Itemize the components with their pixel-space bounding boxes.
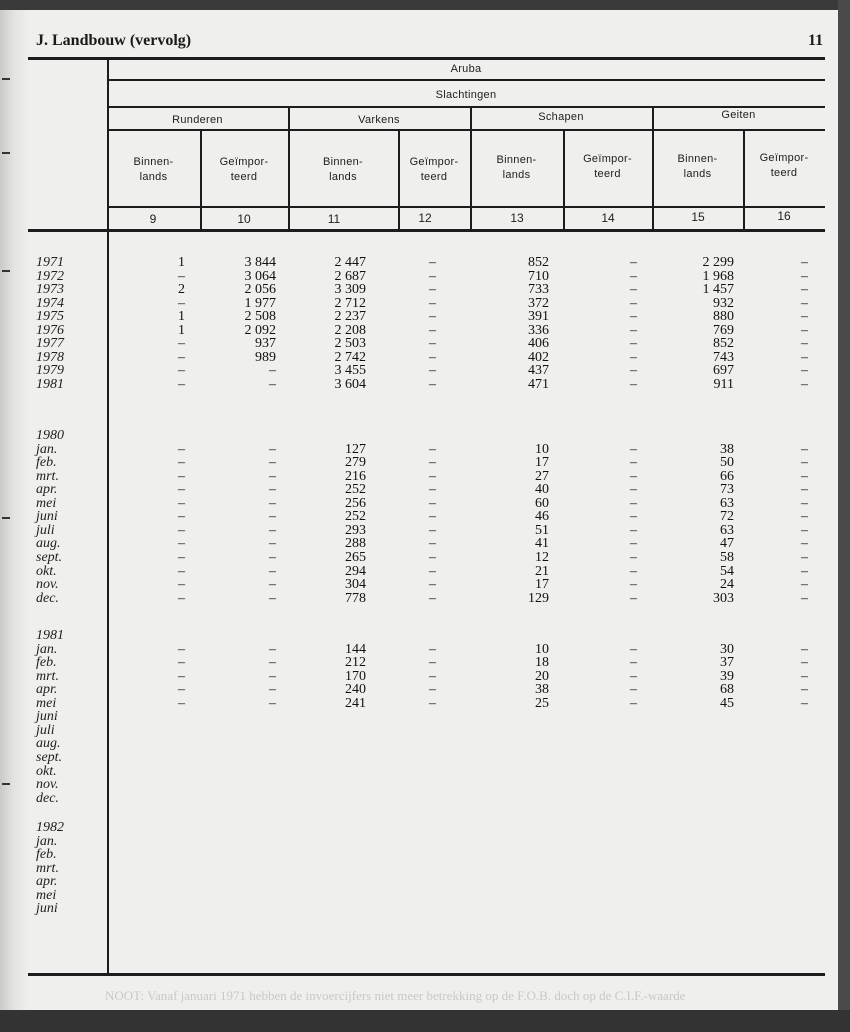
table-cell: –: [429, 255, 436, 270]
table-cell: –: [630, 468, 637, 484]
row-label: feb.: [36, 455, 57, 471]
table-cell: –: [630, 322, 637, 338]
table-cell: 40: [535, 482, 549, 498]
table-cell: –: [429, 495, 436, 511]
table-cell: –: [178, 349, 185, 365]
row-label: mrt.: [36, 468, 59, 484]
table-cell: –: [269, 455, 276, 471]
subcol-header: Geïmpor- teerd: [409, 156, 459, 183]
column-number: 10: [237, 212, 251, 226]
table-cell: –: [801, 376, 808, 392]
subcol-header: Geïmpor- teerd: [219, 156, 269, 183]
row-label: 1971: [36, 255, 64, 270]
table-cell: 45: [720, 695, 734, 711]
table-cell: –: [630, 695, 637, 711]
table-cell: –: [801, 322, 808, 338]
table-cell: –: [269, 509, 276, 525]
table-cell: –: [801, 309, 808, 325]
table-cell: –: [801, 295, 808, 311]
row-label: apr.: [36, 482, 58, 498]
table-cell: –: [630, 549, 637, 565]
table-cell: –: [429, 268, 436, 284]
table-cell: –: [429, 668, 436, 684]
table-cell: –: [630, 641, 637, 657]
table-cell: –: [630, 563, 637, 579]
binding-mark: [2, 517, 10, 519]
table-cell: 38: [535, 682, 549, 698]
table-cell: –: [630, 309, 637, 325]
table-cell: –: [429, 695, 436, 711]
table-cell: 1: [178, 255, 185, 270]
table-cell: –: [630, 282, 637, 298]
row-label: 1981: [36, 628, 64, 643]
table-cell: 39: [720, 668, 734, 684]
table-cell: 852: [528, 255, 549, 270]
table-cell: 279: [345, 455, 366, 471]
subcol-header: Geïmpor- teerd: [759, 152, 809, 179]
table-cell: 989: [255, 349, 276, 365]
row-label: 1978: [36, 349, 64, 365]
table-cell: 697: [713, 363, 734, 379]
row-label: juli: [36, 722, 55, 738]
table-cell: 471: [528, 376, 549, 392]
table-cell: 20: [535, 668, 549, 684]
table-cell: 303: [713, 590, 734, 606]
table-cell: 932: [713, 295, 734, 311]
table-cell: –: [269, 363, 276, 379]
table-cell: 17: [535, 455, 549, 471]
table-cell: –: [178, 336, 185, 352]
subcol-header: Geïmpor- teerd: [583, 153, 632, 180]
table-cell: –: [269, 441, 276, 457]
table-cell: –: [429, 363, 436, 379]
table-cell: –: [269, 549, 276, 565]
table-cell: –: [269, 495, 276, 511]
table-cell: 252: [345, 482, 366, 498]
row-label: 1976: [36, 322, 64, 338]
table-cell: –: [801, 549, 808, 565]
subcol-header: Binnen- lands: [677, 153, 718, 180]
row-label: 1980: [36, 428, 64, 443]
table-cell: 304: [345, 577, 366, 593]
table-cell: 2 687: [334, 268, 366, 284]
table-cell: –: [269, 563, 276, 579]
table-cell: –: [801, 522, 808, 538]
table-cell: 710: [528, 268, 549, 284]
table-cell: 241: [345, 695, 366, 711]
table-cell: 406: [528, 336, 549, 352]
table-cell: –: [801, 336, 808, 352]
table-cell: –: [269, 641, 276, 657]
table-cell: –: [630, 668, 637, 684]
table-cell: 170: [345, 668, 366, 684]
row-label: 1974: [36, 295, 64, 311]
table-cell: –: [801, 363, 808, 379]
table-cell: 30: [720, 641, 734, 657]
table-cell: –: [630, 349, 637, 365]
table-cell: 21: [535, 563, 549, 579]
column-number: 16: [777, 209, 791, 223]
scan-right-edge: [838, 0, 850, 1032]
binding-mark: [2, 152, 10, 154]
table-cell: 2 712: [334, 295, 366, 311]
column-number: 14: [601, 211, 615, 225]
table-cell: –: [269, 536, 276, 552]
table-cell: –: [429, 482, 436, 498]
table-cell: –: [178, 590, 185, 606]
table-cell: –: [801, 590, 808, 606]
table-cell: 47: [720, 536, 734, 552]
table-cell: –: [269, 590, 276, 606]
table-cell: 2 503: [334, 336, 366, 352]
table-cell: 3 604: [334, 376, 366, 392]
table-cell: 391: [528, 309, 549, 325]
table-cell: 216: [345, 468, 366, 484]
table-cell: 3 309: [334, 282, 366, 298]
table-cell: –: [429, 682, 436, 698]
row-label: juni: [36, 709, 58, 725]
table-cell: –: [429, 455, 436, 471]
row-label: juni: [36, 509, 58, 525]
table-cell: 12: [535, 549, 549, 565]
table-cell: –: [630, 522, 637, 538]
table-cell: –: [429, 349, 436, 365]
table-cell: –: [801, 655, 808, 671]
table-cell: –: [429, 563, 436, 579]
table-cell: –: [269, 695, 276, 711]
table-cell: –: [630, 295, 637, 311]
table-cell: 129: [528, 590, 549, 606]
table-cell: –: [429, 509, 436, 525]
table-cell: –: [429, 536, 436, 552]
table-cell: 25: [535, 695, 549, 711]
table-cell: 937: [255, 336, 276, 352]
table-cell: –: [630, 455, 637, 471]
row-label: juni: [36, 901, 58, 917]
table-cell: 240: [345, 682, 366, 698]
group-runderen: Runderen: [172, 114, 223, 126]
binding-mark: [2, 270, 10, 272]
row-label: okt.: [36, 563, 57, 579]
table-cell: –: [630, 363, 637, 379]
table-cell: 402: [528, 349, 549, 365]
table-cell: –: [429, 655, 436, 671]
table-cell: 3 844: [244, 255, 276, 270]
table-cell: 733: [528, 282, 549, 298]
row-label: 1973: [36, 282, 64, 298]
table-cell: 72: [720, 509, 734, 525]
column-number: 13: [510, 211, 524, 225]
table-cell: 252: [345, 509, 366, 525]
table-cell: –: [429, 590, 436, 606]
table-cell: –: [429, 522, 436, 538]
row-label: 1975: [36, 309, 64, 325]
table-cell: 10: [535, 641, 549, 657]
table-cell: –: [178, 363, 185, 379]
table-cell: –: [429, 282, 436, 298]
header-region: Aruba: [450, 63, 482, 75]
table-cell: –: [429, 322, 436, 338]
table-cell: 2 447: [334, 255, 366, 270]
row-label: aug.: [36, 736, 61, 752]
table-cell: 1 977: [244, 295, 276, 311]
row-label: 1979: [36, 363, 64, 379]
table-cell: 743: [713, 349, 734, 365]
table-cell: –: [269, 682, 276, 698]
table-cell: 2: [178, 282, 185, 298]
column-number: 11: [327, 212, 341, 226]
table-cell: –: [178, 468, 185, 484]
table-cell: 41: [535, 536, 549, 552]
row-label: 1977: [36, 336, 64, 352]
table-cell: 46: [535, 509, 549, 525]
table-cell: 778: [345, 590, 366, 606]
row-label: mei: [36, 695, 57, 711]
table-cell: 66: [720, 468, 734, 484]
table-cell: –: [801, 282, 808, 298]
table-cell: –: [801, 536, 808, 552]
table-cell: –: [178, 668, 185, 684]
table-cell: –: [801, 349, 808, 365]
rule: [107, 206, 825, 208]
table-cell: –: [178, 455, 185, 471]
table-cell: –: [801, 509, 808, 525]
table-cell: 10: [535, 441, 549, 457]
table-bottom-rule: [28, 973, 825, 976]
table-cell: –: [429, 376, 436, 392]
table-cell: 437: [528, 363, 549, 379]
column-number: 12: [418, 211, 432, 225]
table-cell: –: [801, 641, 808, 657]
table-cell: 265: [345, 549, 366, 565]
table-cell: –: [630, 495, 637, 511]
table-cell: –: [630, 655, 637, 671]
table-cell: –: [269, 482, 276, 498]
table-cell: –: [269, 668, 276, 684]
table-cell: 63: [720, 522, 734, 538]
table-cell: 3 455: [334, 363, 366, 379]
table-cell: –: [178, 655, 185, 671]
table-cell: 293: [345, 522, 366, 538]
row-label: apr.: [36, 682, 58, 698]
table-cell: 68: [720, 682, 734, 698]
table-cell: 336: [528, 322, 549, 338]
row-label: sept.: [36, 749, 63, 765]
row-label: nov.: [36, 577, 59, 593]
table-cell: 51: [535, 522, 549, 538]
row-label: mei: [36, 887, 57, 903]
table-cell: –: [178, 641, 185, 657]
table-cell: 880: [713, 309, 734, 325]
table-cell: 2 056: [244, 282, 276, 298]
table-cell: 1: [178, 309, 185, 325]
row-label: 1982: [36, 820, 64, 835]
table-cell: –: [429, 441, 436, 457]
row-label: dec.: [36, 590, 59, 606]
row-label: jan.: [36, 441, 58, 457]
binding-mark: [2, 783, 10, 785]
table-cell: 2 742: [334, 349, 366, 365]
table-cell: –: [178, 495, 185, 511]
table-cell: –: [178, 268, 185, 284]
table-cell: –: [178, 682, 185, 698]
table-cell: 212: [345, 655, 366, 671]
table-cell: –: [630, 336, 637, 352]
table-cell: 37: [720, 655, 734, 671]
table-cell: –: [178, 509, 185, 525]
table-cell: 58: [720, 549, 734, 565]
row-label: jan.: [36, 833, 58, 849]
page-title: J. Landbouw (vervolg): [36, 32, 192, 49]
table-cell: –: [429, 577, 436, 593]
table-cell: –: [178, 441, 185, 457]
table-cell: –: [429, 468, 436, 484]
table-cell: 3 064: [244, 268, 276, 284]
table-cell: –: [801, 563, 808, 579]
table-cell: 2 299: [702, 255, 734, 270]
table-top-rule: [28, 57, 825, 60]
table-cell: 54: [720, 563, 734, 579]
table-cell: 1 457: [702, 282, 734, 298]
row-label: okt.: [36, 763, 57, 779]
table-cell: –: [630, 590, 637, 606]
table-cell: –: [429, 549, 436, 565]
table-cell: –: [801, 468, 808, 484]
table-cell: 17: [535, 577, 549, 593]
table-cell: –: [178, 577, 185, 593]
group-varkens: Varkens: [358, 114, 400, 126]
column-number: 9: [149, 212, 157, 226]
table-cell: –: [269, 577, 276, 593]
table-cell: –: [801, 668, 808, 684]
row-label: 1972: [36, 268, 64, 284]
table-cell: –: [178, 522, 185, 538]
table-cell: 2 237: [334, 309, 366, 325]
table-cell: –: [178, 549, 185, 565]
table-cell: 24: [720, 577, 734, 593]
subcol-header: Binnen- lands: [133, 156, 174, 183]
row-label: mei: [36, 495, 57, 511]
table-cell: –: [429, 295, 436, 311]
row-label: nov.: [36, 777, 59, 793]
table-cell: 63: [720, 495, 734, 511]
table-cell: –: [178, 376, 185, 392]
header-bottom-rule: [28, 229, 825, 232]
row-label: feb.: [36, 847, 57, 863]
table-cell: –: [801, 441, 808, 457]
scan-top-edge: [0, 0, 850, 10]
table-cell: 288: [345, 536, 366, 552]
stub-divider: [107, 60, 109, 974]
row-label: mrt.: [36, 668, 59, 684]
table-cell: 769: [713, 322, 734, 338]
row-label: sept.: [36, 549, 63, 565]
column-number: 15: [691, 210, 705, 224]
table-cell: 2 092: [244, 322, 276, 338]
table-cell: –: [630, 482, 637, 498]
row-label: feb.: [36, 655, 57, 671]
table-cell: –: [630, 441, 637, 457]
table-cell: –: [178, 563, 185, 579]
table-cell: 372: [528, 295, 549, 311]
row-label: mrt.: [36, 860, 59, 876]
table-cell: 50: [720, 455, 734, 471]
row-label: juli: [36, 522, 55, 538]
table-cell: –: [178, 695, 185, 711]
table-cell: –: [630, 577, 637, 593]
table-cell: –: [801, 455, 808, 471]
table-cell: –: [630, 268, 637, 284]
table-cell: –: [178, 482, 185, 498]
table-cell: 144: [345, 641, 366, 657]
binding-mark: [2, 78, 10, 80]
table-cell: 60: [535, 495, 549, 511]
table-cell: 2 208: [334, 322, 366, 338]
table-cell: 294: [345, 563, 366, 579]
table-cell: 73: [720, 482, 734, 498]
table-cell: –: [269, 468, 276, 484]
table-cell: 38: [720, 441, 734, 457]
rule: [107, 129, 825, 131]
header-subject: Slachtingen: [435, 89, 497, 101]
table-cell: –: [429, 336, 436, 352]
table-cell: –: [429, 641, 436, 657]
bleed-through-note: NOOT: Vanaf januari 1971 hebben de invoercijfers niet meer betrekking op de F.O.B. doch op de C.I.F.-waarde: [105, 988, 686, 1003]
table-cell: –: [269, 522, 276, 538]
table-cell: –: [269, 655, 276, 671]
row-label: aug.: [36, 536, 61, 552]
row-label: jan.: [36, 641, 58, 657]
table-cell: –: [801, 268, 808, 284]
table-cell: –: [801, 482, 808, 498]
table-cell: 1 968: [702, 268, 734, 284]
table-cell: –: [630, 255, 637, 270]
table-cell: –: [630, 536, 637, 552]
table-cell: –: [801, 695, 808, 711]
table-cell: –: [269, 376, 276, 392]
row-label: 1981: [36, 376, 64, 392]
table-cell: 2 508: [244, 309, 276, 325]
table-cell: –: [801, 495, 808, 511]
table-cell: –: [178, 536, 185, 552]
group-schapen: Schapen: [538, 111, 584, 123]
row-label: apr.: [36, 874, 58, 890]
table-cell: 1: [178, 322, 185, 338]
subcol-header: Binnen- lands: [496, 154, 537, 181]
page-number: 11: [808, 32, 824, 49]
table-cell: 852: [713, 336, 734, 352]
table-cell: 256: [345, 495, 366, 511]
table-cell: –: [801, 255, 808, 270]
table-cell: 27: [535, 468, 549, 484]
table-cell: –: [801, 682, 808, 698]
subcol-header: Binnen- lands: [322, 156, 363, 183]
table-cell: –: [429, 309, 436, 325]
table-cell: –: [801, 577, 808, 593]
table-cell: –: [178, 295, 185, 311]
table-cell: –: [630, 509, 637, 525]
table-cell: 911: [713, 376, 734, 392]
table-cell: 127: [345, 441, 366, 457]
group-geiten: Geiten: [721, 109, 756, 121]
table-cell: 18: [535, 655, 549, 671]
table-cell: –: [630, 376, 637, 392]
row-label: dec.: [36, 790, 59, 806]
rule: [107, 79, 825, 81]
table-cell: –: [630, 682, 637, 698]
scan-bottom-edge: [0, 1010, 850, 1032]
